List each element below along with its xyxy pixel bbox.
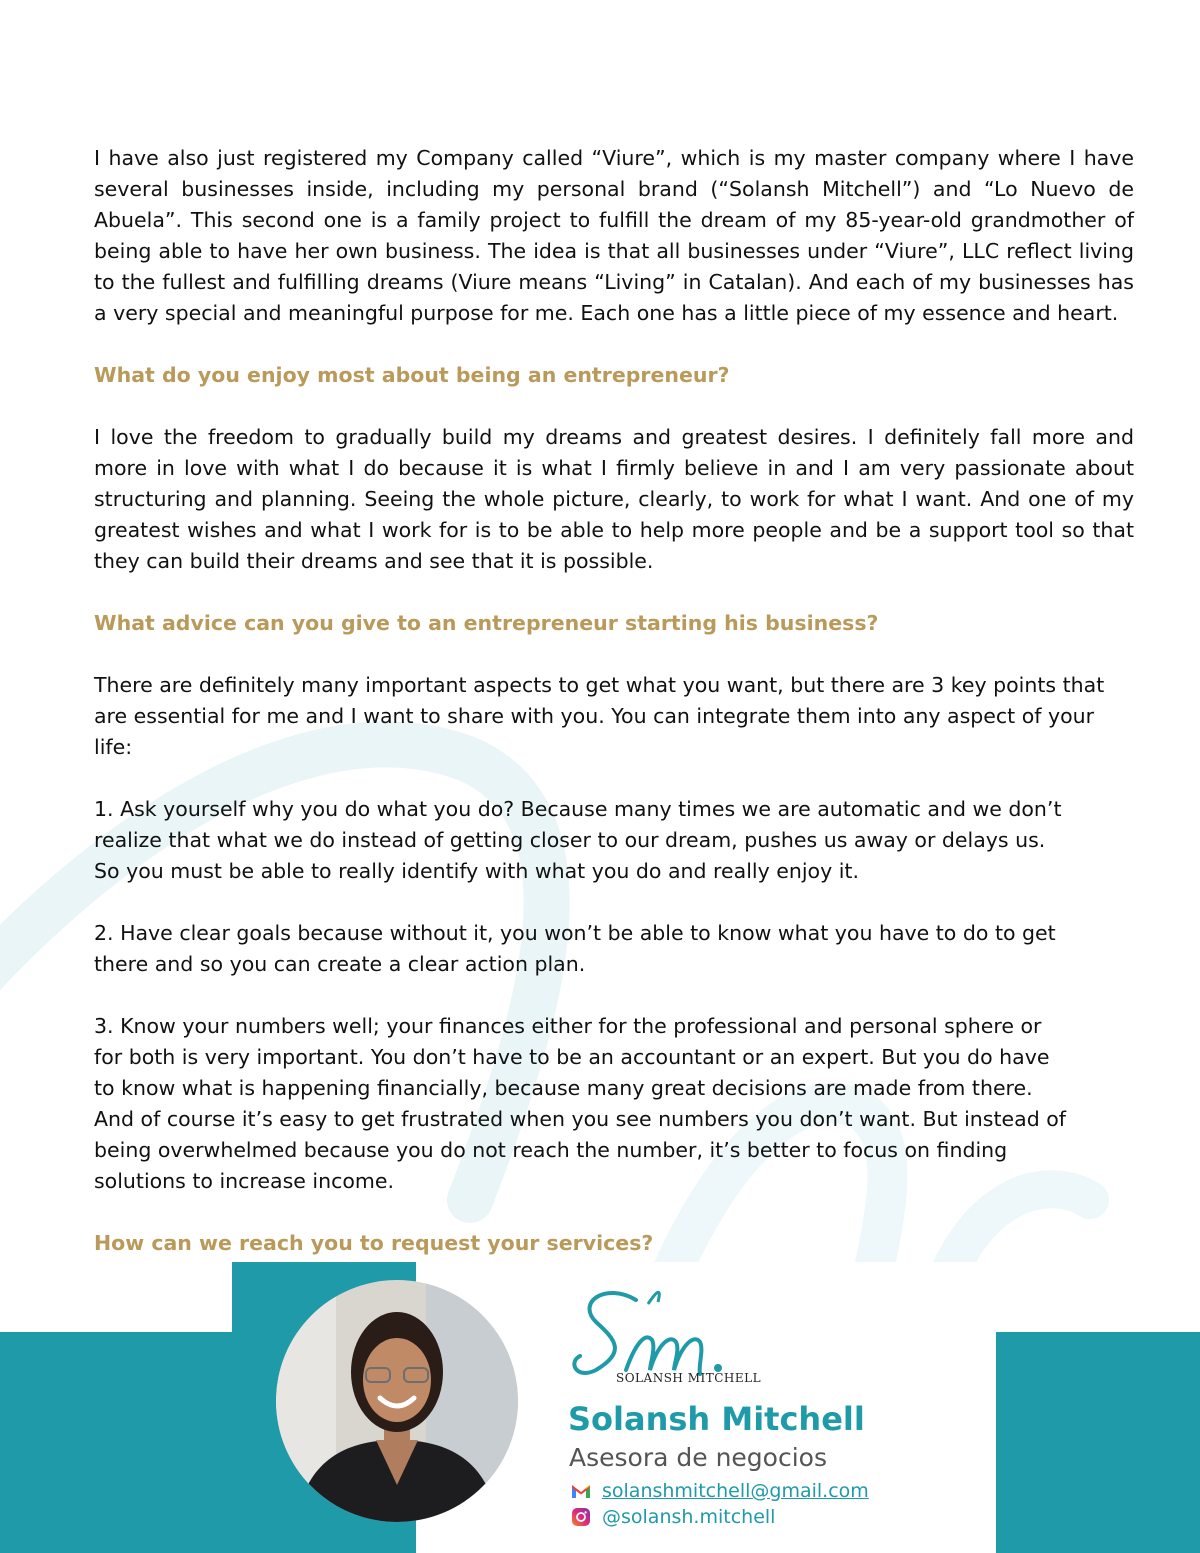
gmail-icon [570,1480,592,1502]
contact-name: Solansh Mitchell [568,1400,865,1438]
intro-paragraph: I have also just registered my Company called “Viure”, which is my master company where I have several businesses inside, including my personal brand (“Solansh Mitchell”) and “Lo Nuevo de Abuela”. This second one is a family project to fulfill the dream of my 85-year-old grandmother of being able to have her own business. The idea is that all businesses under “Viure”, LLC reflect living to the fullest and fulfilling dreams (Viure means “Living” in Catalan). And each of my businesses has a very special and meaningful purpose for me. Each one has a little piece of my essence and heart. [94,146,1134,325]
profile-photo [276,1280,518,1522]
logo-subtitle: SOLANSH MITCHELL [616,1371,762,1385]
email-row [570,1480,869,1502]
instagram-icon [570,1506,592,1528]
advice-intro: There are definitely many important aspects to get what you want, but there are 3 key points that are essential for me and I want to share with you. You can integrate them into any aspect of your life: [94,673,1105,759]
question-enjoy: What do you enjoy most about being an entrepreneur? [94,363,730,387]
article-body [94,143,1134,1259]
question-contact: How can we reach you to request your services? [94,1231,654,1255]
advice-list [94,794,1134,1197]
email-link[interactable]: solanshmitchell@gmail.com [602,1480,869,1502]
answer-enjoy-line-b: more in love with what I do because it is what I firmly believe in and I am very passionate about structuring and planning. Seeing the whole picture, clearly, to work for what I want. And one of my greatest wishes and what I work for is to be able to help more people and be a support tool so that they can build their dreams and see that it is possible. [94,456,1134,573]
advice-point-2: 2. Have clear goals because without it, you won’t be able to know what you have to do to get there and so you can create a clear action plan. [94,921,1056,976]
contact-role: Asesora de negocios [569,1443,827,1472]
answer-enjoy-line-a: I love the freedom to gradually build my dreams and greatest desires. I definitely fall more and [94,425,1134,449]
instagram-row [570,1506,775,1528]
question-advice: What advice can you give to an entrepreneur starting his business? [94,611,879,635]
advice-point-3: 3. Know your numbers well; your finances either for the professional and personal sphere or for both is very important. You don’t have to be an accountant or an expert. But you do have to know what is happening financially, because many great decisions are made from there. And of course it’s easy to get frustrated when you see numbers you don’t want. But instead of being overwhelmed because you do not reach the number, it’s better to focus on finding solutions to increase income. [94,1014,1066,1193]
advice-point-1: 1. Ask yourself why you do what you do? Because many times we are automatic and we don’t realize that what we do instead of getting closer to our dream, pushes us away or delays us. So you must be able to really identify with what you do and really enjoy it. [94,797,1062,883]
instagram-handle[interactable]: @solansh.mitchell [602,1506,776,1528]
